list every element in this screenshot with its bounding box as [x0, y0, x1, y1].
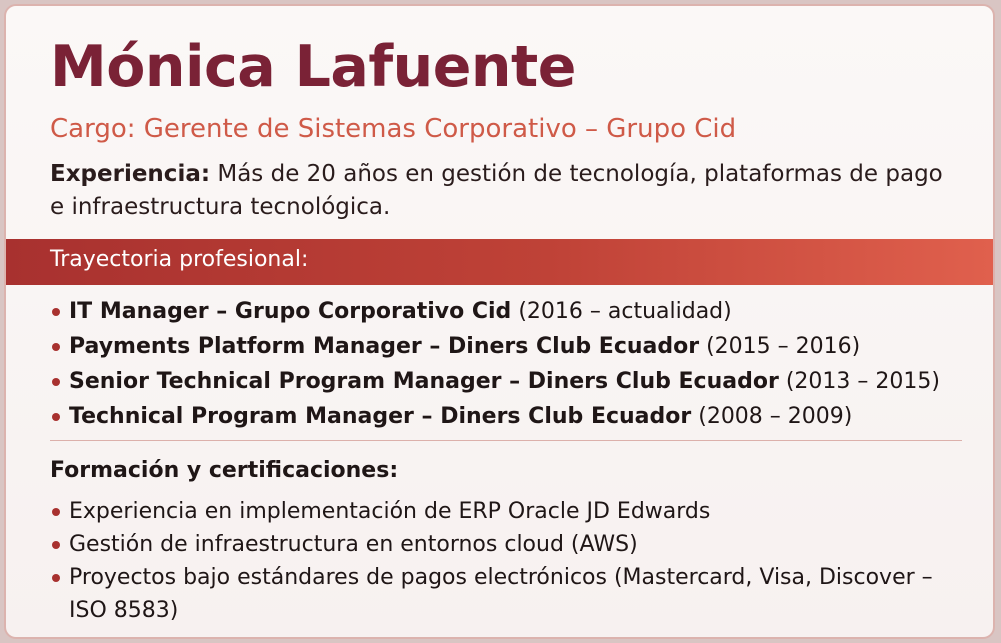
- training-item: Gestión de infraestructura en entornos cloud (AWS): [50, 528, 939, 561]
- career-position: IT Manager – Grupo Corporativo Cid: [69, 299, 512, 324]
- career-list: [50, 294, 940, 434]
- experience-label: Experiencia:: [50, 161, 211, 187]
- experience-text: Más de 20 años en gestión de tecnología, plataformas de pago e infraestructura tecnológica.: [50, 161, 943, 220]
- career-period: (2013 – 2015): [785, 369, 940, 394]
- experience-summary: [50, 158, 950, 224]
- career-item: [50, 329, 940, 364]
- career-item: [50, 399, 940, 434]
- career-period: (2015 – 2016): [706, 334, 861, 359]
- training-heading: Formación y certificaciones:: [50, 458, 399, 483]
- career-period: (2008 – 2009): [698, 404, 853, 429]
- profile-role: Cargo: Gerente de Sistemas Corporativo – Grupo Cid: [50, 114, 737, 144]
- profile-card: [4, 4, 995, 639]
- career-heading-band: [6, 239, 993, 285]
- career-position: Technical Program Manager – Diners Club Ecuador: [69, 404, 692, 429]
- career-position: Senior Technical Program Manager – Diners Club Ecuador: [69, 369, 779, 394]
- career-position: Payments Platform Manager – Diners Club Ecuador: [69, 334, 700, 359]
- training-list: [50, 495, 939, 627]
- section-divider: [50, 440, 962, 441]
- career-heading: Trayectoria profesional:: [50, 247, 309, 272]
- career-item: [50, 294, 940, 329]
- profile-name: Mónica Lafuente: [50, 34, 576, 100]
- training-item: Proyectos bajo estándares de pagos electrónicos (Mastercard, Visa, Discover – ISO 8583): [50, 561, 939, 627]
- career-item: [50, 364, 940, 399]
- training-item: Experiencia en implementación de ERP Oracle JD Edwards: [50, 495, 939, 528]
- career-period: (2016 – actualidad): [518, 299, 732, 324]
